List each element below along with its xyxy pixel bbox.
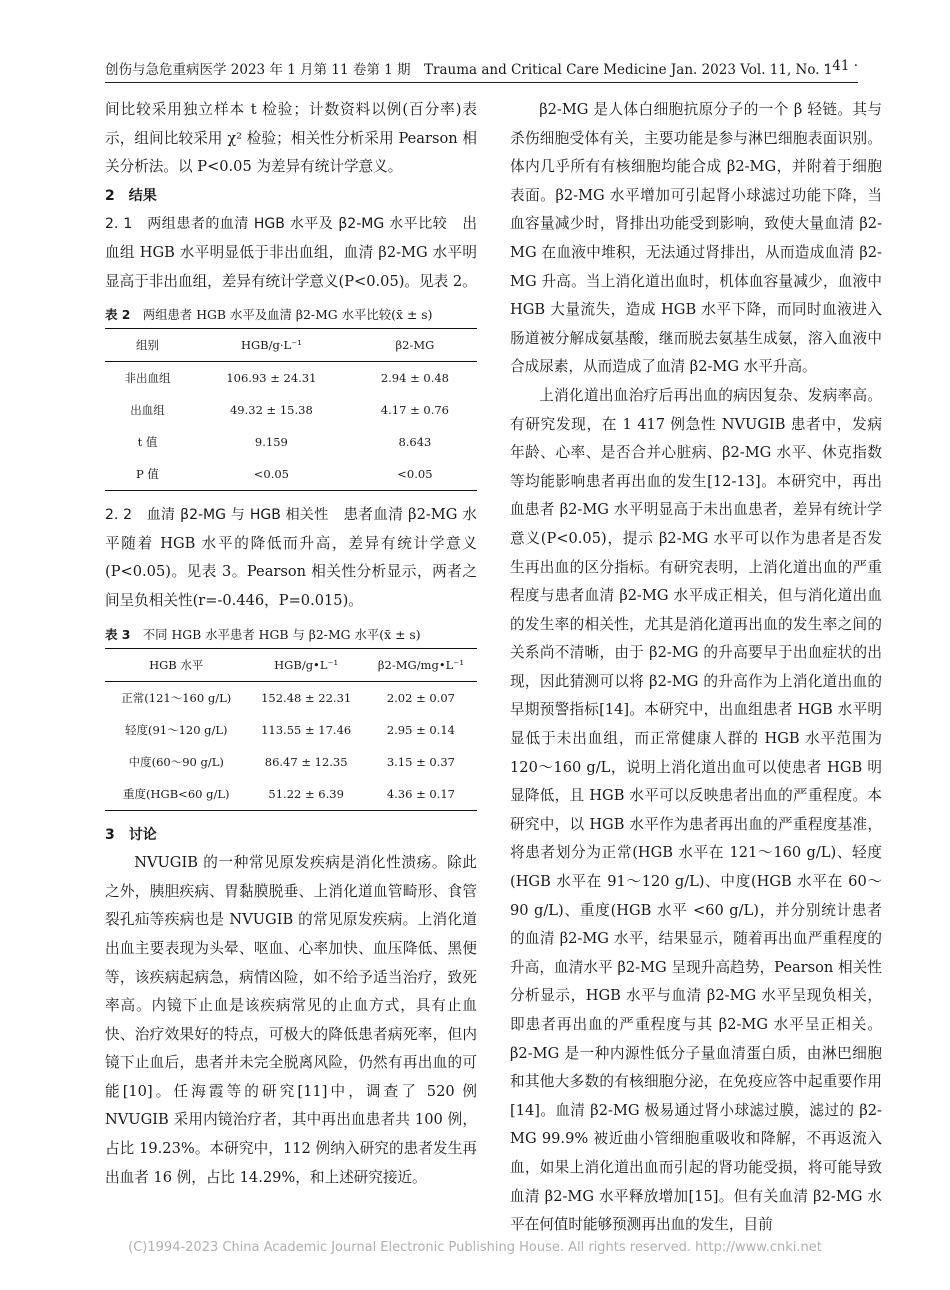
table-row bbox=[105, 458, 477, 491]
table-cell: t 值 bbox=[137, 435, 158, 450]
table-cell: 49.32 ± 15.38 bbox=[229, 403, 313, 418]
discussion-paragraph-b2mg: β2-MG 是人体白细胞抗原分子的一个 β 轻链。其与杀伤细胞受体有关，主要功能是参与淋巴细胞表面识别。体内几乎所有有核细胞均能合成 β2-MG，并附着于细胞表面。β2-MG 水平增加可引起肾小球滤过功能下降，当血容量减少时，肾排出功能受到影响，致使大量血清 β2-MG 在血液中堆积，无法通过肾排出，从而造成血清 β2-MG 升高。当上消化道出血时，机体血容量减少，血液中 HGB 大量流失，造成 HGB 水平下降，而同时血液进入肠道被分解成氨基酸，继而脱去氨基生成氨，溶入血液中合成尿素，从而造成了血清 β2-MG 水平升高。 bbox=[510, 101, 882, 376]
table-header-row bbox=[105, 648, 477, 681]
table-cell: 轻度(91～120 g/L) bbox=[124, 722, 228, 737]
table-cell: 4.36 ± 0.17 bbox=[365, 778, 477, 811]
table-2 bbox=[105, 328, 477, 491]
table3-col-header: HGB/g•L⁻¹ bbox=[248, 648, 365, 681]
table-row bbox=[105, 426, 477, 458]
table-row bbox=[105, 746, 477, 778]
table-cell: <0.05 bbox=[353, 458, 477, 491]
table-cell: 2.95 ± 0.14 bbox=[386, 722, 455, 737]
table-row bbox=[105, 362, 477, 395]
table-cell: 152.48 ± 22.31 bbox=[261, 690, 352, 705]
table3-title: 不同 HGB 水平患者 HGB 与 β2-MG 水平(x̄ ± s) bbox=[142, 626, 421, 642]
table-row bbox=[105, 714, 477, 746]
table-row bbox=[105, 681, 477, 714]
table3-col-header: HGB 水平 bbox=[105, 648, 248, 681]
copyright-footer: (C)1994-2023 China Academic Journal Electronic Publishing House. All rights reserved. http://www.cnki.net bbox=[128, 1240, 822, 1255]
table-cell: 4.17 ± 0.76 bbox=[380, 403, 449, 418]
table-cell: 86.47 ± 12.35 bbox=[264, 754, 348, 769]
results-2-1 bbox=[105, 210, 477, 296]
table-cell: 重度(HGB<60 g/L) bbox=[105, 778, 248, 811]
table2-col-header: β2-MG bbox=[353, 329, 477, 362]
page-number: · 41 · bbox=[823, 58, 858, 74]
discussion-paragraph: NVUGIB 的一种常见原发疾病是消化性溃疡。除此之外，胰胆疾病、胃黏膜脱垂、上消化道血管畸形、食管裂孔疝等疾病也是 NVUGIB 的常见原发疾病。上消化道出血主要表现为头晕、呕血、心率加快、血压降低、黑便等，该疾病起病急，病情凶险，如不给予适当治疗，致死率高。内镜下止血是该疾病常见的止血方式，具有止血快、治疗效果好的特点，可极大的降低患者病死率，但内镜下止血后，患者并未完全脱离风险，仍然有再出血的可能[10]。任海霞等的研究[11]中，调查了 520 例 NVUGIB 采用内镜治疗者，其中再出血患者共 100 例，占比 19.23%。本研究中，112 例纳入研究的患者发生再出血者 16 例，占比 14.29%，和上述研究接近。 bbox=[105, 854, 477, 1186]
table2-label: 表 2 bbox=[105, 307, 131, 323]
table-cell: <0.05 bbox=[190, 458, 353, 491]
table3-label: 表 3 bbox=[105, 626, 131, 642]
table-cell: 113.55 ± 17.46 bbox=[261, 722, 352, 737]
table-cell: P 值 bbox=[105, 458, 190, 491]
results-2-2 bbox=[105, 501, 477, 615]
table-cell: 2.02 ± 0.07 bbox=[386, 690, 455, 705]
table-cell: 中度(60～90 g/L) bbox=[128, 754, 224, 769]
subsection-title-2-1: 2. 1 两组患者的血清 HGB 水平及 β2-MG 水平比较 bbox=[105, 216, 448, 233]
table-cell: 2.94 ± 0.48 bbox=[380, 371, 449, 386]
journal-info: 创伤与急危重病医学 2023 年 1 月第 11 卷第 1 期 Trauma and Critical Care Medicine Jan. 2023 Vol. 11, No. 1 bbox=[105, 62, 833, 78]
running-header bbox=[105, 56, 858, 83]
table-header-row bbox=[105, 329, 477, 362]
table-cell: 出血组 bbox=[130, 403, 165, 418]
table-cell: 51.22 ± 6.39 bbox=[248, 778, 365, 811]
table2-caption bbox=[105, 306, 477, 324]
subsection-body-2-1: 出血组 HGB 水平明显低于非出血组，血清 β2-MG 水平明显高于非出血组，差异有统计学意义(P<0.05)。见表 2。 bbox=[105, 215, 477, 290]
table-row bbox=[105, 394, 477, 426]
table-cell: 非出血组 bbox=[124, 371, 171, 386]
table-cell: 9.159 bbox=[254, 435, 288, 450]
discussion-paragraph-rebleeding: 上消化道出血治疗后再出血的病因复杂、发病率高。有研究发现，在 1 417 例急性 NVUGIB 患者中，发病年龄、心率、是否合并心脏病、β2-MG 水平、休克指数等均能影响患者再出血的发生[12-13]。本研究中，再出血患者 β2-MG 水平明显高于未出血患者，差异有统计学意义(P<0.05)，提示 β2-MG 水平可以作为患者是否发生再出血的区分指标。有研究表明，上消化道出血的严重程度与患者血清 β2-MG 水平成正相关，但与消化道出血的发生率的相关性，尤其是消化道再出血的发生率之间的关系尚不清晰，由于 β2-MG 的升高要早于出血症状的出现，因此猜测可以将 β2-MG 的升高作为上消化道出血的早期预警指标[14]。本研究中，出血组患者 HGB 水平明显低于未出血组，而正常健康人群的 HGB 水平范围为 120～160 g/L，说明上消化道出血可以使患者 HGB 明显降低，且 HGB 水平可以反映患者出血的严重程度。本研究中，以 HGB 水平作为患者再出血的严重程度基准，将患者划分为正常(HGB 水平在 121～160 g/L)、轻度(HGB 水平在 91～120 g/L)、中度(HGB 水平在 60～90 g/L)、重度(HGB 水平 <60 g/L)，并分别统计患者的血清 β2-MG 水平，结果显示，随着再出血严重程度的升高，血清水平 β2-MG 呈现升高趋势，Pearson 相关性分析显示，HGB 水平与血清 β2-MG 水平呈现负相关，即患者再出血的严重程度与其 β2-MG 水平呈正相关。β2-MG 是一种内源性低分子量血清蛋白质，由淋巴细胞和其他大多数的有核细胞分泌，在免疫应答中起重要作用[14]。血清 β2-MG 极易通过肾小球滤过膜，滤过的 β2-MG 99.9% 被近曲小管细胞重吸收和降解，不再返流入血，如果上消化道出血而引起的肾功能受损，将可能导致血清 β2-MG 水平释放增加[15]。但有关血清 β2-MG 水平在何值时能够预测再出血的发生，目前 bbox=[510, 386, 882, 1234]
table-cell: 3.15 ± 0.37 bbox=[386, 754, 455, 769]
right-column bbox=[510, 96, 882, 1240]
subsection-body-2-2: 患者血清 β2-MG 水平随着 HGB 水平的降低而升高，差异有统计学意义(P<0.05)。见表 3。Pearson 相关性分析显示，两者之间呈负相关性(r=-0.446，P=0.015)。 bbox=[105, 506, 477, 609]
table-3 bbox=[105, 648, 477, 811]
section-heading-results: 2 结果 bbox=[105, 187, 157, 204]
table3-col-header: β2-MG/mg•L⁻¹ bbox=[365, 648, 477, 681]
table2-col-header: HGB/g·L⁻¹ bbox=[190, 329, 353, 362]
left-column bbox=[105, 96, 477, 1192]
subsection-title-2-2: 2. 2 血清 β2-MG 与 HGB 相关性 bbox=[105, 507, 329, 524]
table2-col-header: 组别 bbox=[105, 329, 190, 362]
table-cell: 106.93 ± 24.31 bbox=[226, 371, 317, 386]
table-cell: 正常(121～160 g/L) bbox=[121, 690, 232, 705]
methods-tail-paragraph: 间比较采用独立样本 t 检验；计数资料以例(百分率)表示，组间比较采用 χ² 检验；相关性分析采用 Pearson 相关分析法。以 P<0.05 为差异有统计学意义。 bbox=[105, 101, 477, 176]
table2-title: 两组患者 HGB 水平及血清 β2-MG 水平比较(x̄ ± s) bbox=[142, 307, 433, 323]
section-heading-discussion: 3 讨论 bbox=[105, 826, 157, 843]
table-cell: 8.643 bbox=[398, 435, 432, 450]
table3-caption bbox=[105, 626, 477, 644]
table-row bbox=[105, 778, 477, 811]
